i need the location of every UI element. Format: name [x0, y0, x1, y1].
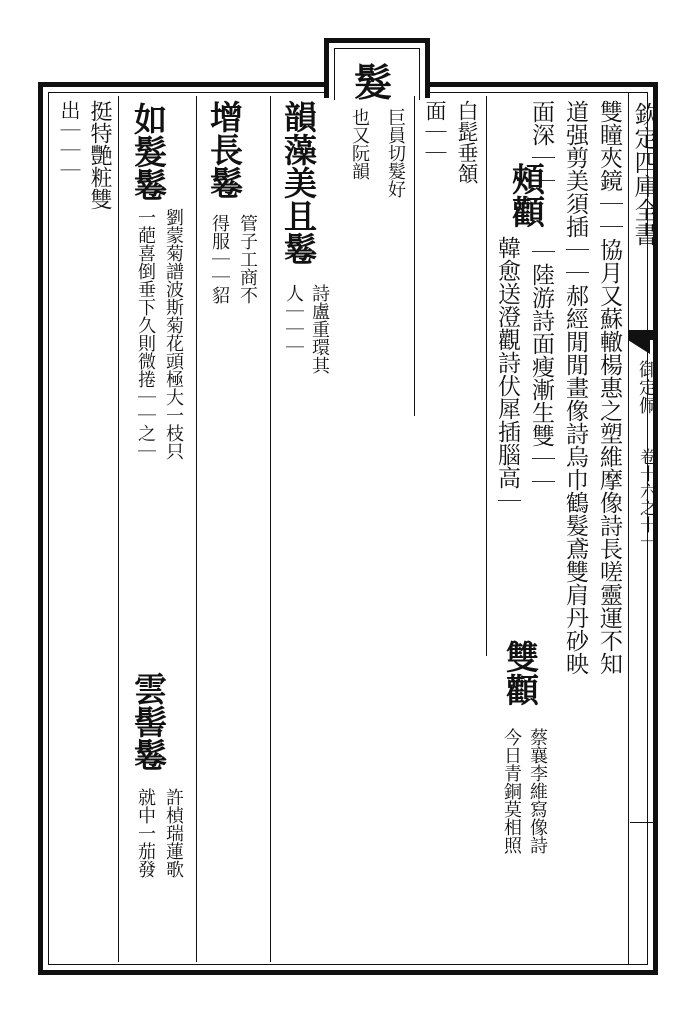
- entry-shuangquan-note-right: 蔡襄李維寫像詩: [527, 728, 548, 854]
- entry-rufa-note-right: 劉蒙菊譜波斯菊花頭極大一枝只: [163, 208, 184, 460]
- entry-zengchang: 增長鬈: [205, 100, 244, 199]
- margin-book-name: 御定佩: [636, 360, 657, 414]
- column-rule: [270, 96, 271, 962]
- heading-note-right: 巨員切髮好: [385, 108, 406, 198]
- entry-jiaquan: 頰顴: [507, 162, 546, 228]
- entry-yunji-note-left: 就中一茄發: [135, 788, 156, 878]
- text-column-5: 面｜｜: [423, 100, 447, 163]
- column-rule: [486, 96, 487, 656]
- entry-yunji: 雲髻鬈: [129, 672, 168, 771]
- entry-yunzao: 韻藻美且鬈: [279, 100, 318, 265]
- entry-yunzao-note-right: 詩盧重環其: [309, 284, 330, 374]
- text-column-4: 白髭垂頷: [455, 100, 479, 184]
- text-column-11: 出｜｜｜: [57, 100, 81, 180]
- entry-rufa-note-left: 一葩喜倒垂下久則微捲｜｜之｜: [135, 208, 156, 460]
- margin-volume: 卷十六之十一: [636, 448, 656, 550]
- entry-zengchang-note-right: 管子工商不: [237, 214, 258, 304]
- entry-shuangquan-note-left: 今日青銅莫相照: [501, 728, 522, 854]
- column-rule: [414, 96, 415, 416]
- text-column-3-top: 面深｜｜: [528, 100, 554, 192]
- entry-shuangquan: 雙顴: [501, 640, 540, 706]
- column-rule: [196, 96, 197, 962]
- text-column-1: 雙瞳夾鏡｜｜協月又蘇轍楊惠之塑維摩像詩長嗟靈運不知: [596, 100, 622, 675]
- heading-note-left: 也又阮韻: [349, 108, 370, 180]
- text-column-2: 道强剪美須插｜｜郝經閒閒畫像詩烏巾鶴髮鳶雙肩丹砂映: [562, 100, 588, 675]
- text-column-3-lower: ｜陸游詩面瘦漸生雙｜｜: [528, 240, 554, 493]
- entry-rufa: 如髮鬈: [129, 102, 168, 201]
- entry-yunzao-note-left: 人｜｜｜: [283, 284, 304, 356]
- margin-title: 欽定四庫全書: [630, 102, 658, 246]
- text-column-10: 挺特艷粧雙: [87, 100, 112, 210]
- margin-rule: [628, 92, 629, 965]
- entry-zengchang-note-left: 得服｜｜貂: [209, 214, 230, 304]
- margin-short-rule: [630, 822, 654, 823]
- fish-tail-block: [628, 330, 658, 340]
- fish-tail-mark: [628, 340, 650, 354]
- text-column-3-annotation: 韓愈送澄觀詩伏犀插腦高｜: [494, 236, 520, 512]
- column-rule: [118, 96, 119, 962]
- entry-yunji-note-right: 許楨瑞蓮歌: [163, 788, 184, 878]
- heading-character: 髮: [354, 60, 393, 105]
